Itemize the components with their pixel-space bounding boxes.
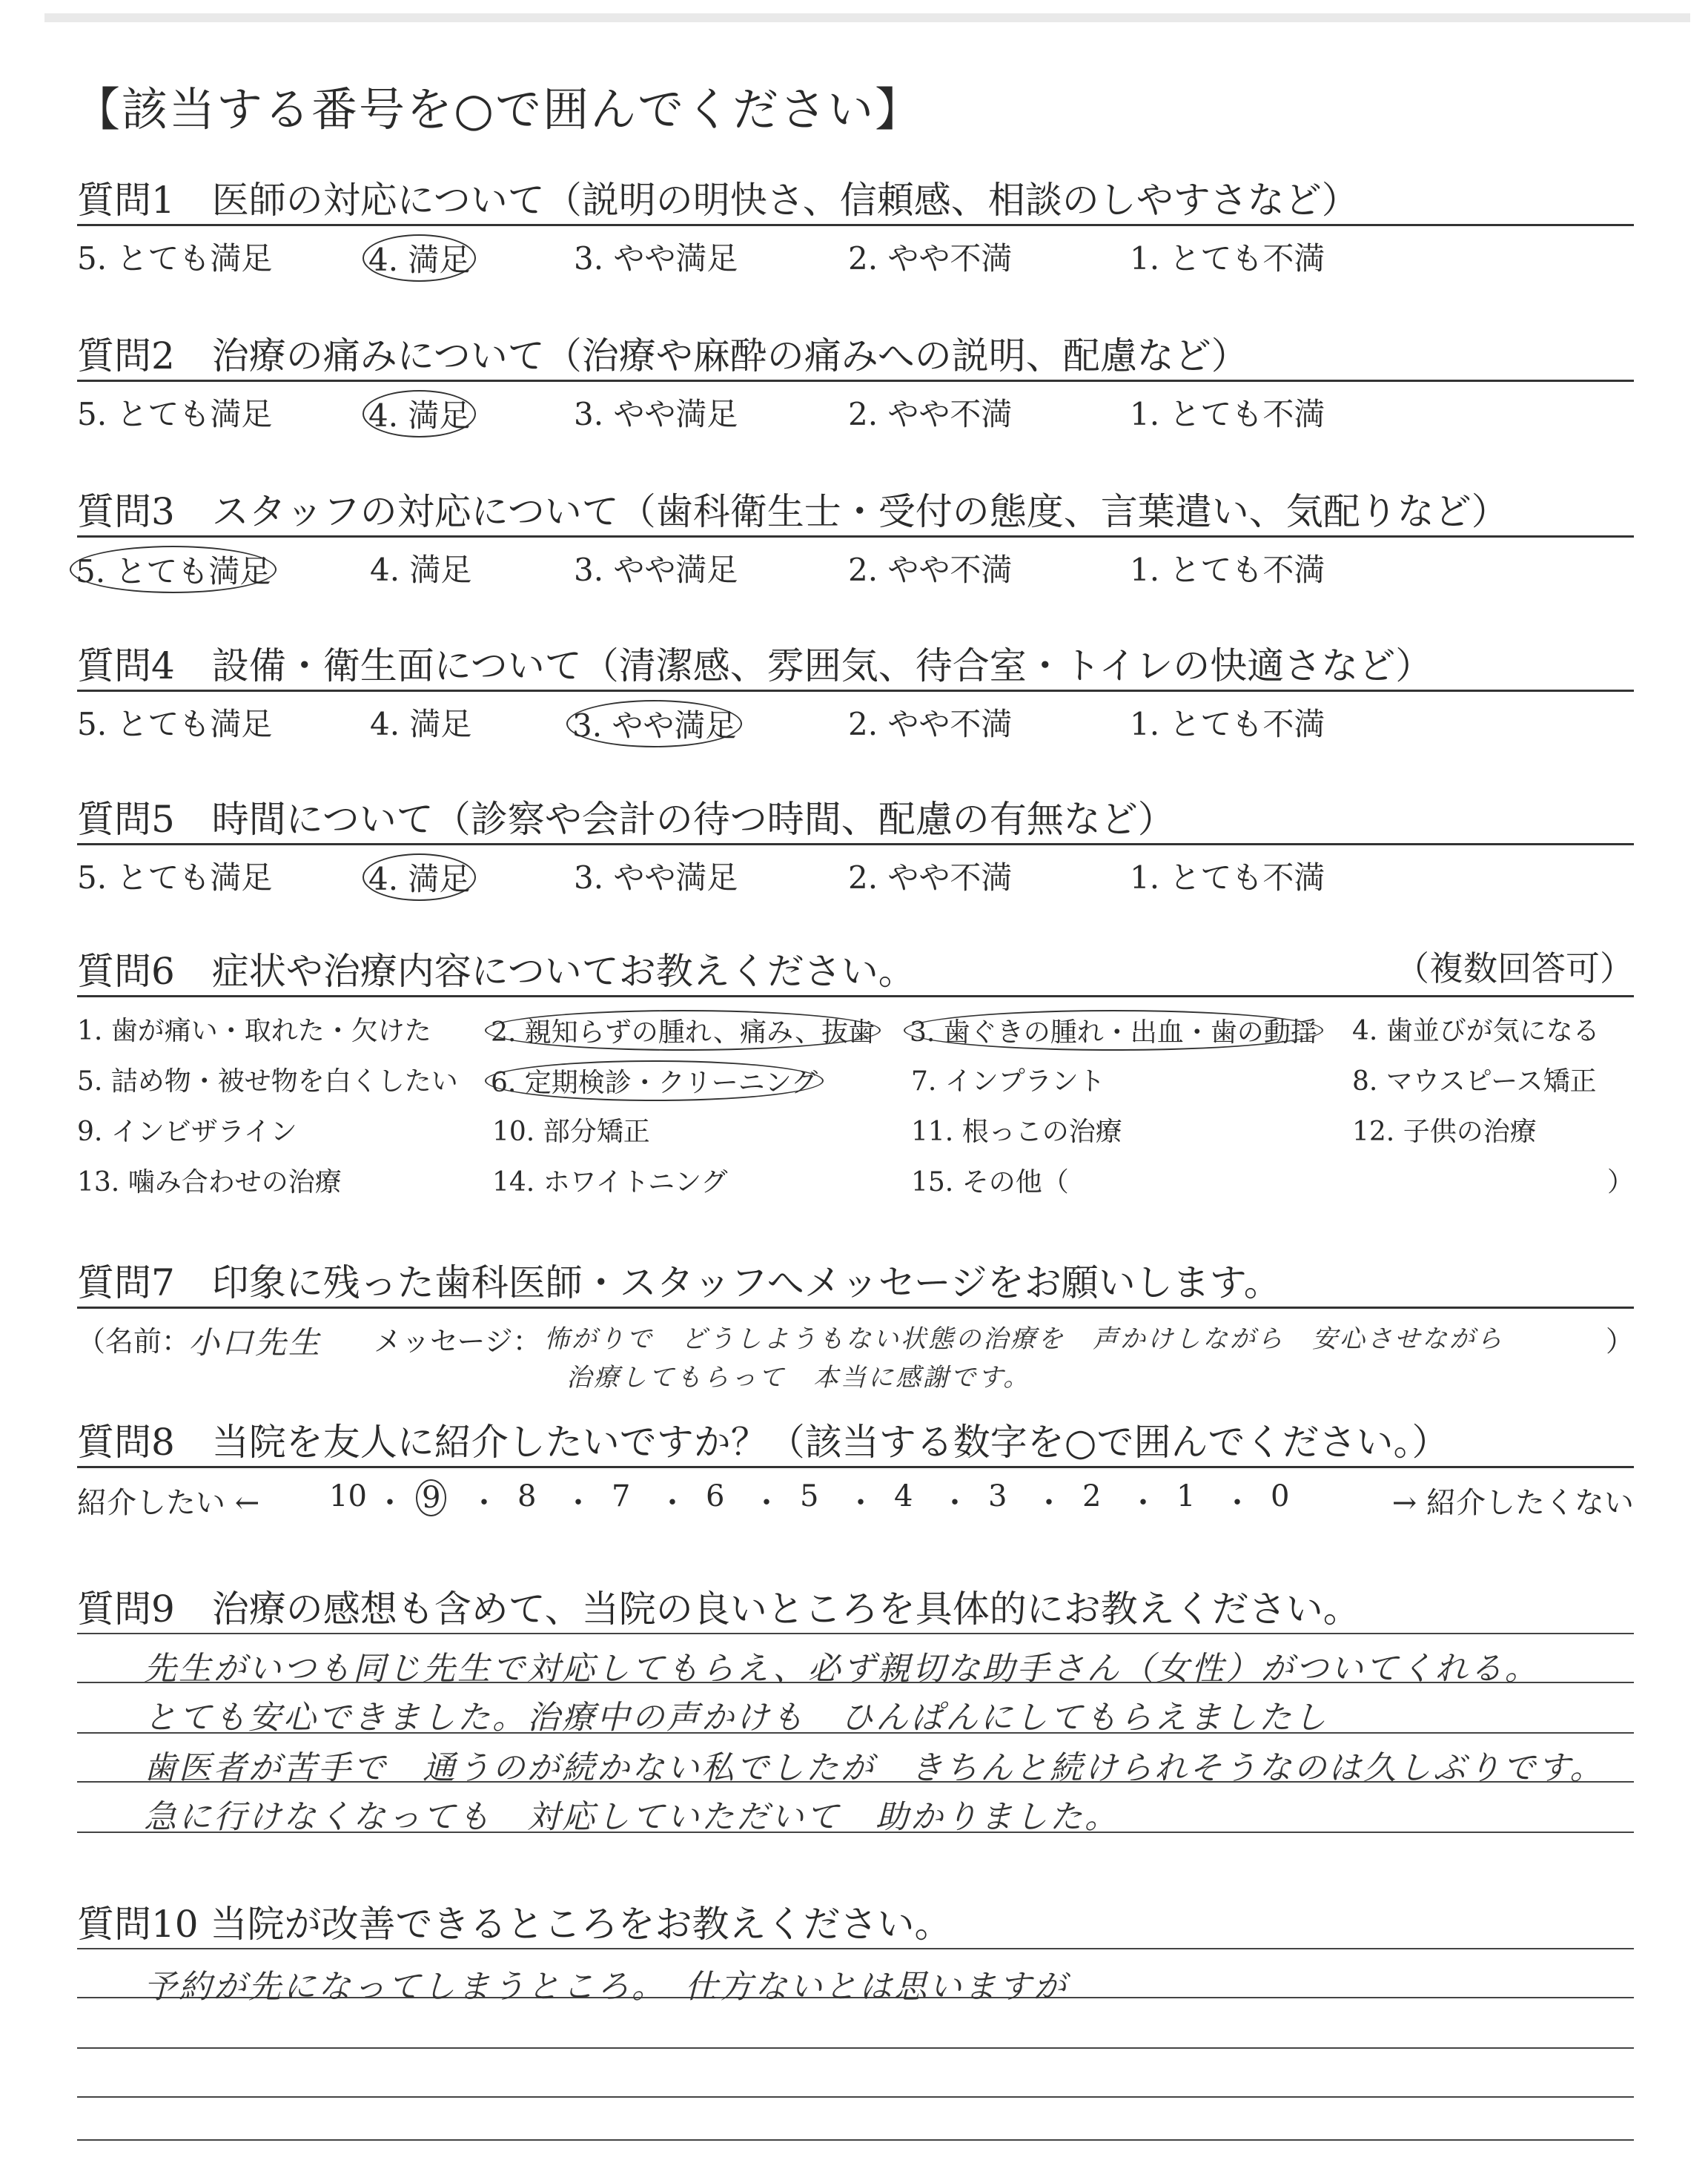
- scale-separator-dot: ・: [846, 1486, 875, 1520]
- recommend-score-7[interactable]: 7: [612, 1479, 631, 1513]
- multiple-answers-note: （複数回答可）: [1395, 948, 1634, 988]
- question-7-rule: [77, 1307, 1634, 1309]
- question-4-title: 質問4 設備・衛生面について（清潔感、雰囲気、待合室・トイレの快適さなど）: [77, 644, 1433, 687]
- symptom-option[interactable]: 14. ホワイトニング: [492, 1167, 728, 1198]
- scale-separator-dot: ・: [1222, 1486, 1252, 1520]
- question-4: [77, 636, 1634, 755]
- answer-rule-line: [77, 2047, 1634, 2049]
- rating-option[interactable]: 1. とても不満: [1130, 706, 1325, 742]
- symptom-option[interactable]: 7. インプラント: [911, 1066, 1105, 1097]
- instruction-header: 【該当する番号を○で囲んでください】: [74, 82, 923, 136]
- handwritten-answer-line: 予約が先になってしまうところ。 仕方ないとは思いますが: [144, 1968, 1068, 2006]
- scale-separator-dot: ・: [940, 1486, 970, 1520]
- rating-option[interactable]: 2. やや不満: [848, 859, 1013, 896]
- recommend-right-label: → 紹介したくない: [1391, 1486, 1634, 1520]
- message-line-2: 治療してもらって 本当に感謝です。: [566, 1363, 1031, 1393]
- question-1: [77, 171, 1634, 289]
- handwritten-answer-line: 先生がいつも同じ先生で対応してもらえ、必ず親切な助手さん（女性）がついてくれる。: [144, 1650, 1540, 1688]
- question-6: [77, 942, 1634, 1209]
- question-8: [77, 1413, 1634, 1524]
- rating-option[interactable]: 3. やや満足: [566, 700, 742, 747]
- recommend-score-2[interactable]: 2: [1082, 1479, 1102, 1513]
- recommend-score-4[interactable]: 4: [894, 1479, 913, 1513]
- question-10: [77, 1895, 1634, 2147]
- rating-option[interactable]: 5. とても満足: [77, 396, 273, 432]
- rating-option[interactable]: 1. とても不満: [1130, 859, 1325, 896]
- handwritten-answer-line: 歯医者が苦手で 通うのが続かない私でしたが きちんと続けられそうなのは久しぶりです。: [144, 1749, 1605, 1787]
- symptom-option[interactable]: 3. 歯ぐきの腫れ・出血・歯の動揺: [904, 1010, 1323, 1051]
- symptom-option[interactable]: 9. インビザライン: [77, 1117, 297, 1147]
- question-6-title: 質問6 症状や治療内容についてお教えください。: [77, 950, 916, 993]
- rating-option[interactable]: 2. やや不満: [848, 706, 1013, 742]
- recommend-score-1[interactable]: 1: [1176, 1479, 1196, 1513]
- question-2-rule: [77, 380, 1634, 382]
- scan-top-edge: [44, 13, 1690, 22]
- rating-option[interactable]: 2. やや不満: [848, 396, 1013, 432]
- question-8-title: 質問8 当院を友人に紹介したいですか？（該当する数字を○で囲んでください。）: [77, 1421, 1449, 1464]
- rating-option[interactable]: 2. やや不満: [848, 552, 1013, 588]
- answer-rule-line: [77, 2139, 1634, 2141]
- recommend-score-3[interactable]: 3: [988, 1479, 1007, 1513]
- rating-option[interactable]: 2. やや不満: [848, 240, 1013, 277]
- question-7-title: 質問7 印象に残った歯科医師・スタッフへメッセージをお願いします。: [77, 1261, 1281, 1304]
- question-2: [77, 326, 1634, 445]
- rating-option[interactable]: 5. とても満足: [77, 859, 273, 896]
- recommend-left-label: 紹介したい ←: [77, 1486, 260, 1520]
- rating-option[interactable]: 4. 満足: [370, 552, 472, 588]
- recommend-score-0[interactable]: 0: [1271, 1479, 1290, 1513]
- rating-option[interactable]: 1. とても不満: [1130, 240, 1325, 277]
- question-5: [77, 790, 1634, 908]
- symptom-option[interactable]: 10. 部分矯正: [492, 1117, 650, 1147]
- handwritten-answer-line: とても安心できました。治療中の声かけも ひんぱんにしてもらえましたし: [144, 1699, 1328, 1737]
- rating-option[interactable]: 3. やや満足: [574, 859, 738, 896]
- rating-option[interactable]: 4. 満足: [363, 390, 476, 437]
- question-3-rule: [77, 535, 1634, 538]
- rating-option[interactable]: 1. とても不満: [1130, 552, 1325, 588]
- scale-separator-dot: ・: [1128, 1486, 1158, 1520]
- symptom-option[interactable]: 13. 噛み合わせの治療: [77, 1167, 342, 1198]
- message-label: メッセージ：: [374, 1325, 541, 1358]
- symptom-option[interactable]: 2. 親知らずの腫れ、痛み、抜歯: [485, 1010, 881, 1051]
- rating-option[interactable]: 4. 満足: [363, 234, 476, 282]
- message-line-1: 怖がりで どうしようもない状態の治療を 声かけしながら 安心させながら: [544, 1324, 1504, 1354]
- message-close-paren: ）: [1605, 1325, 1634, 1358]
- symptom-option[interactable]: 6. 定期検診・クリーニング: [485, 1060, 824, 1101]
- question-9-title: 質問9 治療の感想も含めて、当院の良いところを具体的にお教えください。: [77, 1588, 1360, 1631]
- question-7: [77, 1253, 1634, 1401]
- name-label: （名前：: [77, 1325, 191, 1358]
- rating-option[interactable]: 3. やや満足: [574, 396, 738, 432]
- rating-option[interactable]: 4. 満足: [363, 853, 476, 901]
- rating-option[interactable]: 5. とても満足: [77, 240, 273, 277]
- question-3: [77, 482, 1634, 601]
- rating-option[interactable]: 3. やや満足: [574, 240, 738, 277]
- symptom-option[interactable]: 1. 歯が痛い・取れた・欠けた: [77, 1016, 431, 1046]
- question-5-title: 質問5 時間について（診察や会計の待つ時間、配慮の有無など）: [77, 798, 1175, 841]
- handwritten-answer-line: 急に行けなくなっても 対応していただいて 助かりました。: [144, 1798, 1119, 1836]
- symptom-option[interactable]: 11. 根っこの治療: [911, 1117, 1122, 1147]
- rating-option[interactable]: 4. 満足: [370, 706, 472, 742]
- answer-rule-line: [77, 1948, 1634, 1949]
- symptom-option[interactable]: ）: [1606, 1167, 1634, 1198]
- symptom-option[interactable]: 4. 歯並びが気になる: [1352, 1016, 1600, 1046]
- question-2-title: 質問2 治療の痛みについて（治療や麻酔の痛みへの説明、配慮など）: [77, 334, 1248, 377]
- question-3-title: 質問3 スタッフの対応について（歯科衛生士・受付の態度、言葉遣い、気配りなど）: [77, 490, 1509, 533]
- question-4-rule: [77, 690, 1634, 692]
- question-6-rule: [77, 995, 1634, 997]
- answer-rule-line: [77, 2096, 1634, 2098]
- rating-option[interactable]: 3. やや満足: [574, 552, 738, 588]
- answer-rule-line: [77, 1633, 1634, 1634]
- scale-separator-dot: ・: [658, 1486, 687, 1520]
- scale-separator-dot: ・: [469, 1486, 499, 1520]
- recommend-score-5[interactable]: 5: [800, 1479, 819, 1513]
- recommend-score-9[interactable]: 9: [416, 1479, 446, 1516]
- symptom-option[interactable]: 5. 詰め物・被せ物を白くしたい: [77, 1066, 458, 1097]
- recommend-score-6[interactable]: 6: [706, 1479, 725, 1513]
- symptom-option[interactable]: 15. その他（: [911, 1167, 1069, 1198]
- question-1-rule: [77, 224, 1634, 226]
- question-9: [77, 1579, 1634, 1846]
- rating-option[interactable]: 5. とても満足: [70, 546, 277, 593]
- scale-separator-dot: ・: [375, 1486, 405, 1520]
- name-value: 小口先生: [188, 1324, 322, 1361]
- symptom-option[interactable]: 8. マウスピース矯正: [1352, 1066, 1597, 1097]
- question-8-rule: [77, 1466, 1634, 1468]
- question-10-title: 質問10 当院が改善できるところをお教えください。: [77, 1903, 952, 1946]
- question-5-rule: [77, 843, 1634, 845]
- recommend-score-10[interactable]: 10: [329, 1479, 367, 1513]
- rating-option[interactable]: 5. とても満足: [77, 706, 273, 742]
- scale-separator-dot: ・: [1034, 1486, 1064, 1520]
- scale-separator-dot: ・: [752, 1486, 781, 1520]
- recommend-score-8[interactable]: 8: [517, 1479, 537, 1513]
- symptom-option[interactable]: 12. 子供の治療: [1352, 1117, 1537, 1147]
- rating-option[interactable]: 1. とても不満: [1130, 396, 1325, 432]
- scale-separator-dot: ・: [563, 1486, 593, 1520]
- question-1-title: 質問1 医師の対応について（説明の明快さ、信頼感、相談のしやすさなど）: [77, 179, 1359, 222]
